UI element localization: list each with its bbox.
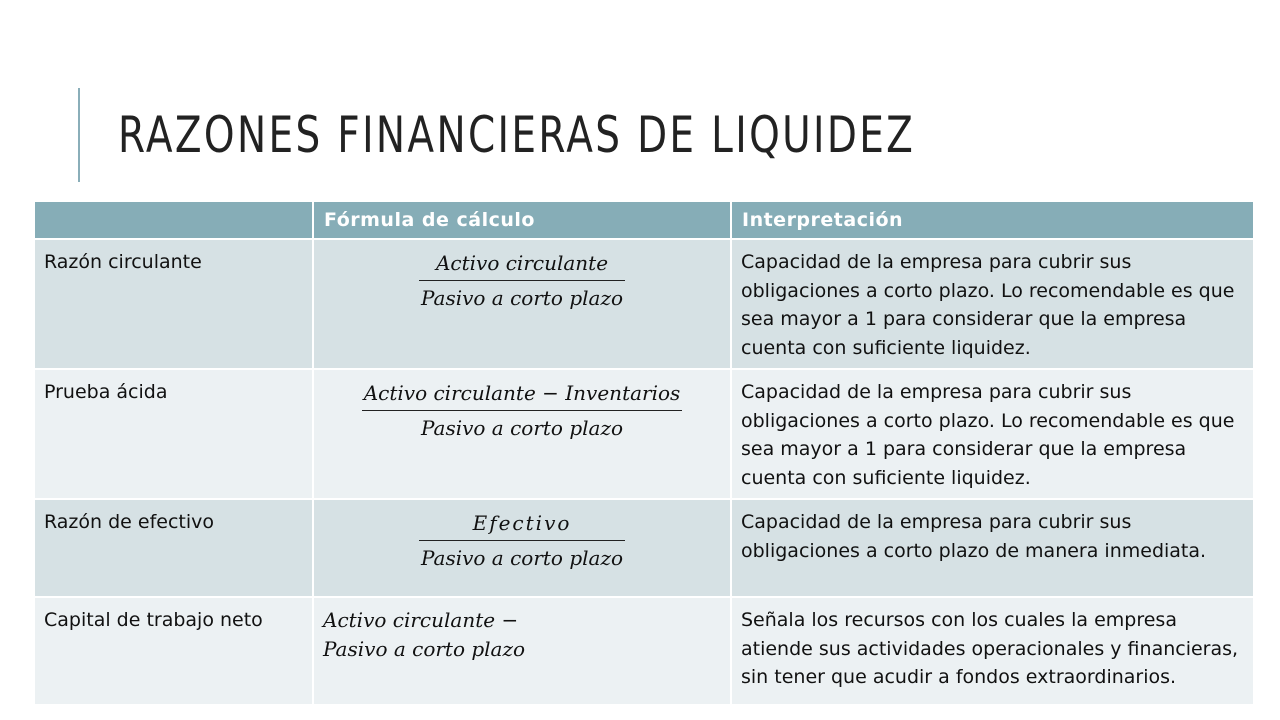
table-row [35, 239, 1253, 369]
fraction [419, 248, 625, 313]
formula-cell [313, 597, 731, 704]
formula-cell [313, 499, 731, 597]
fraction-denominator: Pasivo a corto plazo [420, 416, 624, 440]
liquidity-ratios-table [35, 202, 1253, 704]
formula-line-1: Activo circulante − [323, 608, 519, 632]
header-formula: Fórmula de cálculo [313, 202, 731, 239]
table-row [35, 499, 1253, 597]
table-row [35, 597, 1253, 704]
fraction-numerator: Efectivo [419, 508, 625, 541]
table-row [35, 369, 1253, 499]
interpretation-cell: Capacidad de la empresa para cubrir sus obligaciones a corto plazo de manera inmediata. [731, 499, 1253, 597]
fraction-numerator: Activo circulante − Inventarios [362, 378, 683, 411]
ratio-name-cell: Razón circulante [35, 239, 313, 369]
interpretation-cell: Señala los recursos con los cuales la empresa atiende sus actividades operacionales y financieras, sin tener que acudir a fondos extraordinarios. [731, 597, 1253, 704]
table-header-row [35, 202, 1253, 239]
formula-line-2: Pasivo a corto plazo [323, 636, 526, 661]
slide-title: RAZONES FINANCIERAS DE LIQUIDEZ [118, 106, 916, 164]
ratio-name-cell: Razón de efectivo [35, 499, 313, 597]
fraction-denominator: Pasivo a corto plazo [420, 546, 624, 570]
formula-cell [313, 369, 731, 499]
title-accent-bar [78, 88, 80, 182]
formula-cell [313, 239, 731, 369]
fraction-denominator: Pasivo a corto plazo [420, 286, 624, 310]
fraction [362, 378, 683, 443]
fraction [419, 508, 625, 573]
fraction-numerator: Activo circulante [419, 248, 625, 281]
header-interpretation: Interpretación [731, 202, 1253, 239]
ratio-name-cell: Prueba ácida [35, 369, 313, 499]
header-ratio-name [35, 202, 313, 239]
interpretation-cell: Capacidad de la empresa para cubrir sus obligaciones a corto plazo. Lo recomendable es que sea mayor a 1 para considerar que la empresa cuenta con suficiente liquidez. [731, 369, 1253, 499]
interpretation-cell: Capacidad de la empresa para cubrir sus obligaciones a corto plazo. Lo recomendable es que sea mayor a 1 para considerar que la empresa cuenta con suficiente liquidez. [731, 239, 1253, 369]
ratio-name-cell: Capital de trabajo neto [35, 597, 313, 704]
